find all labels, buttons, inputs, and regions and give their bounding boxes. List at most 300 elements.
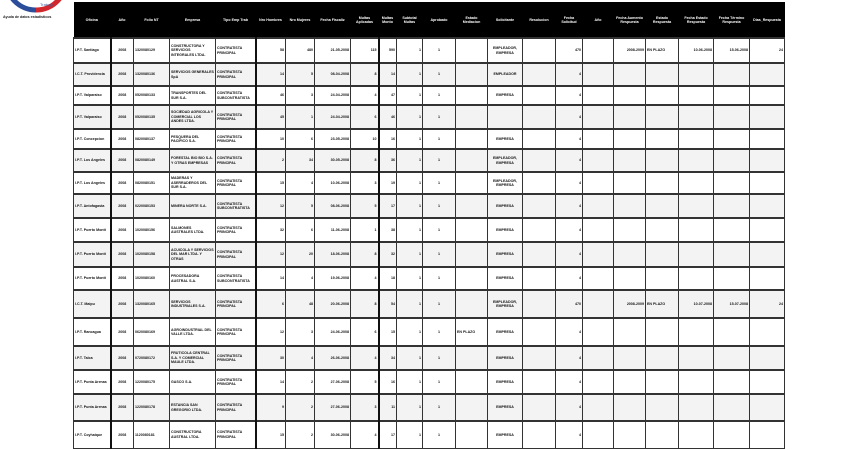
column-header[interactable]: Folio NT [134, 2, 170, 38]
table-cell: 0820080137 [134, 129, 170, 149]
table-cell: 4 [556, 105, 583, 129]
table-cell [523, 421, 556, 448]
table-cell: 1 [423, 242, 456, 267]
table-cell: 32 [379, 242, 397, 267]
table-cell: 1 [397, 290, 423, 318]
table-cell [750, 242, 785, 267]
table-cell: 1 [423, 394, 456, 421]
column-header[interactable]: Estado Respuesta [646, 2, 679, 38]
table-cell [583, 290, 614, 318]
table-cell: EMPRESA [488, 370, 523, 394]
table-cell: 34 [286, 149, 315, 172]
table-cell: SERVICIOS INDUSTRIALES S.A. [170, 290, 216, 318]
table-cell: I.P.T. Puerto Montt [74, 267, 111, 290]
table-cell [523, 242, 556, 267]
table-cell [679, 63, 714, 86]
table-cell: 4 [351, 267, 379, 290]
table-cell [488, 105, 523, 129]
table-cell: CONTRATISTA SUBCONTRATISTA [216, 194, 256, 218]
table-cell: 24 [750, 290, 785, 318]
table-cell: ESTANCIA SAN GREGORIO LTDA. [170, 394, 216, 421]
table-cell [614, 172, 646, 194]
table-cell: 6 [256, 290, 286, 318]
table-cell [714, 267, 750, 290]
table-cell: 54 [379, 290, 397, 318]
table-cell [583, 370, 614, 394]
table-cell: 4 [556, 129, 583, 149]
table-cell: 15 [256, 172, 286, 194]
table-cell: CONTRATISTA PRINCIPAL [216, 318, 256, 346]
table-cell: 30-06-2008 [315, 421, 351, 448]
table-cell: 27-06-2008 [315, 370, 351, 394]
table-cell: EMPLEADOR, EMPRESA [488, 172, 523, 194]
logo-text: Trabajo [40, 2, 54, 7]
table-cell: 19-06-2008 [315, 267, 351, 290]
table-cell: 45 [256, 105, 286, 129]
column-header[interactable]: Multas Monto [379, 2, 397, 38]
column-header[interactable]: Año [111, 2, 134, 38]
table-cell [714, 346, 750, 370]
table-cell: 590 [379, 38, 397, 63]
table-cell: 4 [556, 370, 583, 394]
table-cell: 24-04-2008 [315, 86, 351, 105]
table-row[interactable] [74, 105, 785, 129]
table-cell: I.P.T. Punta Arenas [74, 394, 111, 421]
table-cell [750, 63, 785, 86]
table-row[interactable] [74, 218, 785, 242]
table-cell [646, 421, 679, 448]
table-cell: EMPRESA [488, 346, 523, 370]
table-cell: 17 [379, 194, 397, 218]
table-cell [646, 63, 679, 86]
table-cell: 12 [256, 318, 286, 346]
table-cell: CONTRATISTA PRINCIPAL [216, 346, 256, 370]
logo-emblem-icon [0, 0, 72, 14]
column-header[interactable]: Aprobado [423, 2, 456, 38]
table-cell [614, 218, 646, 242]
column-header[interactable]: Fecha Estado Respuesta [679, 2, 714, 38]
table-cell: I.P.T. Santiago [74, 38, 111, 63]
table-cell: 08-06-2008 [315, 194, 351, 218]
table-row[interactable] [74, 267, 785, 290]
table-cell [456, 86, 488, 105]
table-cell [679, 218, 714, 242]
table-body [74, 38, 785, 448]
table-cell: 0820080151 [134, 172, 170, 194]
table-cell [583, 172, 614, 194]
table-cell: 14 [256, 63, 286, 86]
table-cell: 2008 [111, 267, 134, 290]
table-cell: 1 [423, 129, 456, 149]
table-row[interactable] [74, 38, 785, 63]
table-cell: 1 [423, 318, 456, 346]
table-cell [750, 86, 785, 105]
table-cell [583, 421, 614, 448]
table-cell: 4 [556, 172, 583, 194]
table-cell: 1220080178 [134, 394, 170, 421]
column-header[interactable]: Fecha Término Respuesta [714, 2, 750, 38]
table-cell [523, 86, 556, 105]
table-cell: 1 [397, 218, 423, 242]
table-cell: 15-07-2008 [714, 290, 750, 318]
table-cell: 15 [379, 318, 397, 346]
table-cell: 2008-2009 [614, 38, 646, 63]
column-header[interactable]: Resolucion [523, 2, 556, 38]
table-cell [583, 318, 614, 346]
table-cell: CONSTRUCTORA Y SERVICIOS INTEGRALES LTDA. [170, 38, 216, 63]
table-cell: CONTRATISTA PRINCIPAL [216, 218, 256, 242]
table-cell [583, 63, 614, 86]
table-cell: 1 [423, 218, 456, 242]
table-cell: 1 [397, 194, 423, 218]
table-cell [750, 218, 785, 242]
table-cell [646, 129, 679, 149]
table-cell: 30-05-2008 [315, 149, 351, 172]
table-cell: 2008 [111, 242, 134, 267]
table-cell: 2008 [111, 63, 134, 86]
table-cell: I.P.T. Valparaiso [74, 105, 111, 129]
table-cell [614, 149, 646, 172]
table-cell: 4 [556, 318, 583, 346]
table-cell [456, 370, 488, 394]
table-cell [614, 421, 646, 448]
table-cell: 2008 [111, 194, 134, 218]
table-cell: I.P.T. Concepcion [74, 129, 111, 149]
table-cell [523, 290, 556, 318]
table-cell [523, 38, 556, 63]
table-cell [456, 346, 488, 370]
table-cell: 1 [423, 86, 456, 105]
table-cell: 1320080129 [134, 38, 170, 63]
table-cell: 0720080172 [134, 346, 170, 370]
table-cell: 26-06-2008 [315, 346, 351, 370]
table-row[interactable] [74, 172, 785, 194]
table-cell [456, 149, 488, 172]
table-cell: 1 [351, 218, 379, 242]
table-cell: 1 [397, 242, 423, 267]
table-cell [646, 318, 679, 346]
table-cell: CONSTRUCTORA AUSTRAL LTDA. [170, 421, 216, 448]
table-cell: 1120080181 [134, 421, 170, 448]
table-cell [583, 394, 614, 421]
table-cell [679, 149, 714, 172]
table-cell: 2008 [111, 86, 134, 105]
table-cell: EMPRESA [488, 86, 523, 105]
table-cell: 6 [351, 105, 379, 129]
table-cell: 1020080158 [134, 242, 170, 267]
table-cell: 1 [397, 63, 423, 86]
table-cell: 4 [556, 149, 583, 172]
table-cell: 3 [286, 318, 315, 346]
table-cell: 1 [397, 370, 423, 394]
table-cell: 14 [379, 63, 397, 86]
table-cell [750, 105, 785, 129]
table-cell [679, 242, 714, 267]
table-cell: 2008 [111, 105, 134, 129]
table-cell [714, 172, 750, 194]
table-cell [456, 218, 488, 242]
table-cell: I.P.T. Puerto Montt [74, 218, 111, 242]
table-cell [614, 129, 646, 149]
table-cell: 48 [286, 290, 315, 318]
column-header[interactable]: Fecha Aumento Respuesta [614, 2, 646, 38]
table-cell [456, 63, 488, 86]
table-cell: 4 [556, 194, 583, 218]
table-cell: AGROINDUSTRIAL DEL VALLE LTDA. [170, 318, 216, 346]
table-cell [750, 172, 785, 194]
table-cell: 14 [256, 370, 286, 394]
table-cell [614, 63, 646, 86]
table-cell: 4 [286, 172, 315, 194]
table-cell: 58 [256, 38, 286, 63]
table-cell: 08-04-2008 [315, 63, 351, 86]
table-cell: 480 [286, 38, 315, 63]
column-header[interactable]: Año [583, 2, 614, 38]
table-cell: PESQUERA DEL PACIFICO S.A. [170, 129, 216, 149]
table-cell: EMPRESA [488, 394, 523, 421]
logo [0, 0, 72, 14]
table-cell [750, 129, 785, 149]
column-header[interactable]: Nro Hombres [256, 2, 286, 38]
table-row[interactable] [74, 318, 785, 346]
table-cell: 1 [397, 149, 423, 172]
table-cell: CONTRATISTA PRINCIPAL [216, 172, 256, 194]
column-header[interactable]: Dias_Respuesta [750, 2, 785, 38]
table-cell: 14 [256, 267, 286, 290]
column-header[interactable]: Fecha Fiscaliz [315, 2, 351, 38]
table-cell: 5 [351, 370, 379, 394]
table-cell [646, 105, 679, 129]
table-cell: CONTRATISTA PRINCIPAL [216, 290, 256, 318]
table-cell: 11-06-2008 [315, 218, 351, 242]
table-cell: 8 [351, 290, 379, 318]
table-row[interactable] [74, 129, 785, 149]
table-row[interactable] [74, 394, 785, 421]
table-cell [456, 129, 488, 149]
table-cell [679, 129, 714, 149]
table-row[interactable] [74, 86, 785, 105]
table-cell: 24-04-2008 [315, 105, 351, 129]
table-row[interactable] [74, 370, 785, 394]
table-row[interactable] [74, 63, 785, 86]
table-cell: 2008 [111, 172, 134, 194]
column-header[interactable]: Oficina [74, 2, 111, 38]
table-cell [523, 63, 556, 86]
table-cell [583, 86, 614, 105]
table-row[interactable] [74, 149, 785, 172]
table-cell [714, 318, 750, 346]
table-cell: EMPLEADOR, EMPRESA [488, 38, 523, 63]
table-cell: FRUTICOLA CENTRAL S.A. Y COMERCIAL MAULE LTDA. [170, 346, 216, 370]
table-cell [646, 346, 679, 370]
table-cell: 38 [379, 218, 397, 242]
subtitle: Ayuda de datos estadisticos [3, 15, 52, 19]
table-cell [614, 370, 646, 394]
table-cell: 32 [256, 218, 286, 242]
table-cell: 1 [397, 394, 423, 421]
table-cell: 23-05-2008 [315, 129, 351, 149]
table-row[interactable] [74, 290, 785, 318]
table-cell: 16 [379, 129, 397, 149]
table-cell [679, 86, 714, 105]
table-row[interactable] [74, 194, 785, 218]
column-header[interactable]: Fecha Solicitud [556, 2, 583, 38]
table-cell: 4 [556, 267, 583, 290]
table-cell: 2008 [111, 129, 134, 149]
table-cell [523, 194, 556, 218]
table-cell: 1 [397, 421, 423, 448]
table-cell: 3 [286, 86, 315, 105]
table-cell: I.P.T. Talca [74, 346, 111, 370]
table-cell: 4 [556, 346, 583, 370]
table-cell [750, 194, 785, 218]
table-cell [614, 194, 646, 218]
column-header[interactable]: Nro Mujeres [286, 2, 315, 38]
table-cell [456, 421, 488, 448]
table-cell: 21-05-2008 [315, 38, 351, 63]
table-cell [750, 394, 785, 421]
table-cell: 4 [351, 421, 379, 448]
table-cell: 470 [556, 38, 583, 63]
table-cell [583, 346, 614, 370]
table-cell: EMPRESA [488, 194, 523, 218]
table-cell [750, 346, 785, 370]
table-cell: 1 [397, 172, 423, 194]
table-cell [679, 346, 714, 370]
table-cell [646, 394, 679, 421]
table-cell: 4 [286, 267, 315, 290]
table-cell [456, 267, 488, 290]
table-cell: 1 [423, 38, 456, 63]
table-cell: I.C.T. Maipu [74, 290, 111, 318]
table-cell: 1 [423, 421, 456, 448]
table-cell: 10 [256, 129, 286, 149]
table-cell: 2008 [111, 421, 134, 448]
column-header[interactable]: Multas Aplicadas [351, 2, 379, 38]
table-cell [646, 149, 679, 172]
table-cell: 4 [556, 421, 583, 448]
table-cell [750, 149, 785, 172]
table-cell [583, 242, 614, 267]
table-cell: 0520080135 [134, 105, 170, 129]
table-cell: 1 [397, 267, 423, 290]
table-cell: EMPRESA [488, 421, 523, 448]
table-cell: I.P.T. Los Angeles [74, 149, 111, 172]
table-cell [583, 105, 614, 129]
table-cell [679, 172, 714, 194]
table-header-row [74, 2, 785, 38]
table-cell: I.P.T. Punta Arenas [74, 370, 111, 394]
table-cell [456, 242, 488, 267]
table-cell: 4 [286, 346, 315, 370]
table-cell [714, 194, 750, 218]
table-cell [583, 149, 614, 172]
table-cell [646, 370, 679, 394]
table-cell: I.P.T. Puerto Montt [74, 242, 111, 267]
table-cell [679, 194, 714, 218]
table-cell: 24-06-2008 [315, 318, 351, 346]
column-header[interactable]: Estado Mediacion [456, 2, 488, 38]
table-cell: 5 [351, 194, 379, 218]
column-header[interactable]: Solicitante [488, 2, 523, 38]
table-cell: 17 [379, 421, 397, 448]
table-cell: EN PLAZO [646, 38, 679, 63]
column-header[interactable]: Tipo Emp Trab [216, 2, 256, 38]
table-row[interactable] [74, 421, 785, 448]
table-cell: MINERA NORTE S.A. [170, 194, 216, 218]
table-cell: 1 [423, 267, 456, 290]
table-cell: 0620080169 [134, 318, 170, 346]
table-cell [583, 194, 614, 218]
table-cell: 10 [351, 129, 379, 149]
table-cell: 470 [556, 290, 583, 318]
column-header[interactable]: Empresa [170, 2, 216, 38]
table-cell [614, 267, 646, 290]
table-cell: 9 [256, 394, 286, 421]
table-cell [714, 394, 750, 421]
table-cell: 3 [351, 172, 379, 194]
table-cell: 1220080175 [134, 370, 170, 394]
table-cell: 1 [397, 105, 423, 129]
table-cell: 46 [379, 105, 397, 129]
table-cell: ACUICOLA Y SERVICIOS DEL MAR LTDA. Y OTRAS [170, 242, 216, 267]
table-cell: 12 [256, 194, 286, 218]
table-cell [750, 421, 785, 448]
table-cell: 1 [397, 129, 423, 149]
table-cell: 4 [351, 346, 379, 370]
table-cell: 36 [379, 149, 397, 172]
table-cell [714, 86, 750, 105]
table-cell: 115 [351, 38, 379, 63]
table-cell: 16 [379, 370, 397, 394]
table-cell [714, 105, 750, 129]
table-cell: GASCO S.A. [170, 370, 216, 394]
table-cell: 4 [556, 86, 583, 105]
table-cell [523, 172, 556, 194]
table-cell [646, 242, 679, 267]
table-cell [679, 105, 714, 129]
table-cell: 3 [351, 394, 379, 421]
table-cell [714, 218, 750, 242]
table-cell [523, 149, 556, 172]
table-cell [750, 318, 785, 346]
table-cell: 46 [256, 86, 286, 105]
table-cell: EMPRESA [488, 218, 523, 242]
table-cell [523, 318, 556, 346]
table-row[interactable] [74, 242, 785, 267]
table-cell: I.P.T. Antofagasta [74, 194, 111, 218]
table-cell [714, 149, 750, 172]
table-row[interactable] [74, 346, 785, 370]
table-cell [456, 38, 488, 63]
table-cell: 1 [397, 346, 423, 370]
table-cell: EN PLAZO [456, 318, 488, 346]
table-cell: 4 [351, 86, 379, 105]
table-cell: EMPRESA [488, 267, 523, 290]
table-cell: CONTRATISTA PRINCIPAL [216, 63, 256, 86]
table-cell: 1 [423, 105, 456, 129]
table-cell [750, 370, 785, 394]
table-cell: 47 [379, 86, 397, 105]
table-cell [679, 267, 714, 290]
table-cell [523, 129, 556, 149]
table-cell: 1 [423, 346, 456, 370]
column-header[interactable]: Subtotal Multas [397, 2, 423, 38]
table-cell [714, 242, 750, 267]
table-cell: 1320080165 [134, 290, 170, 318]
table-cell: 6 [286, 129, 315, 149]
table-cell [456, 194, 488, 218]
